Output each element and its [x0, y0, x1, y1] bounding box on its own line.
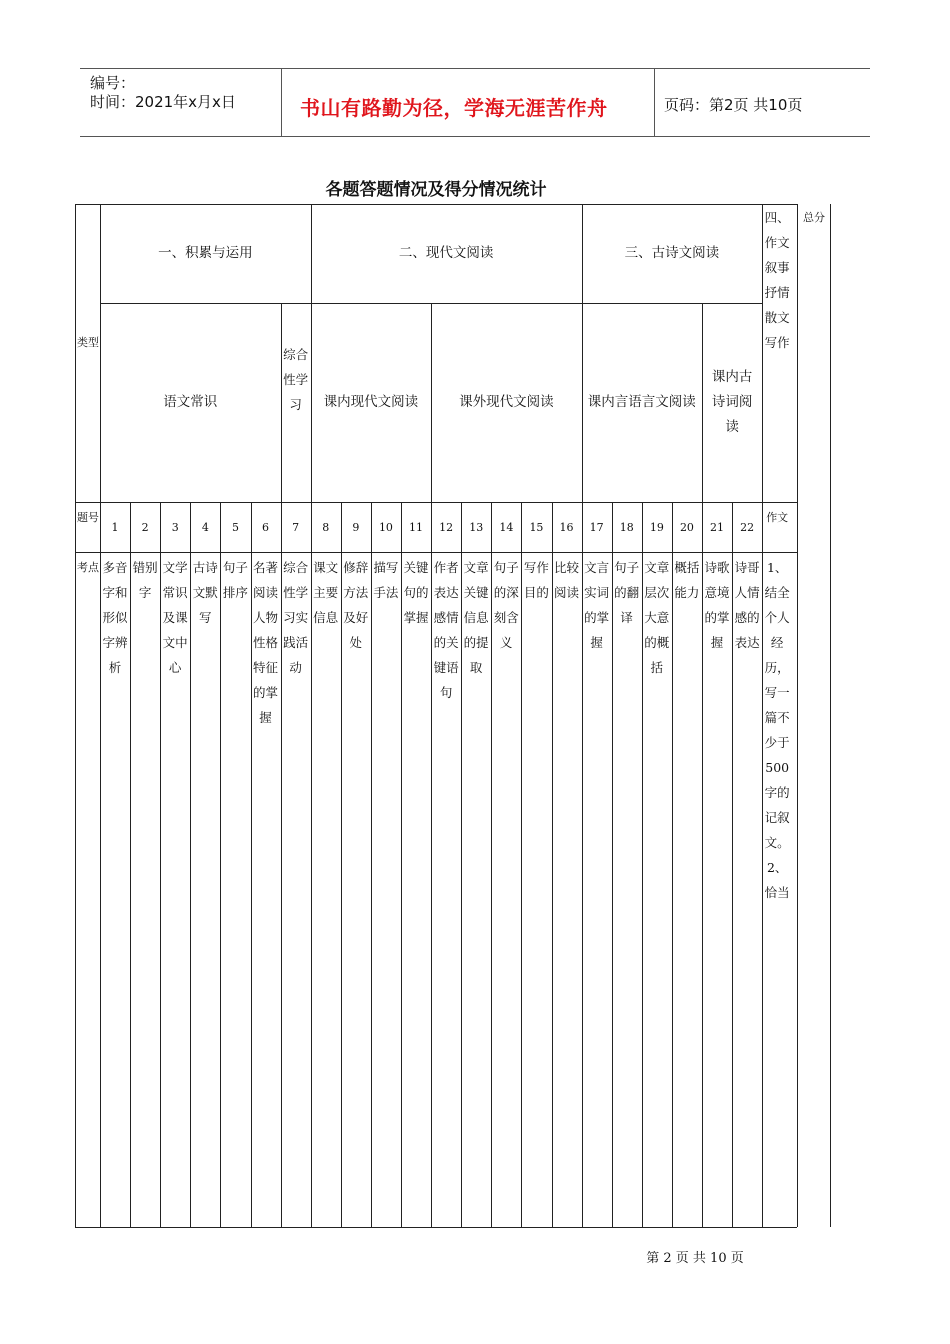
exam-point: 错别字	[132, 560, 158, 600]
question-number: 15	[529, 520, 544, 534]
exam-point: 课文主要信息	[313, 560, 339, 625]
question-number: 2	[141, 520, 149, 534]
subsection-in-class-poetry: 课内古诗词阅读	[711, 369, 753, 435]
exam-point: 文学常识及课文中心	[162, 560, 188, 675]
question-number: 20	[679, 520, 694, 534]
question-column-rule	[521, 502, 522, 1227]
subsection-in-class-classical: 课内言语言文阅读	[587, 394, 696, 410]
question-column-rule	[672, 502, 673, 1227]
exam-point: 关键句的掌握	[403, 560, 429, 625]
question-column-rule	[220, 502, 221, 1227]
question-number: 8	[322, 520, 330, 534]
total-score-header: 总分	[803, 211, 825, 224]
question-number: 7	[292, 520, 300, 534]
subsection-chinese-knowledge: 语文常识	[163, 394, 218, 410]
question-number: 13	[469, 520, 484, 534]
subsection-extracurricular-modern: 课外现代文阅读	[459, 394, 554, 410]
section-header-2: 二、现代文阅读	[398, 245, 494, 261]
section-divider	[582, 204, 583, 1227]
table-left-rule	[75, 204, 76, 1227]
exam-point: 句子排序	[222, 560, 248, 600]
question-number: 19	[649, 520, 664, 534]
exam-point: 名著阅读人物性格特征的掌握	[252, 560, 278, 725]
question-number: 16	[559, 520, 574, 534]
exam-point: 描写手法	[373, 560, 399, 600]
exam-point: 写作目的	[523, 560, 549, 600]
exam-point: 修辞方法及好处	[343, 560, 369, 650]
question-number: 21	[710, 520, 725, 534]
section-header-1: 一、积累与运用	[158, 245, 253, 261]
total-right-rule	[830, 204, 831, 1227]
subsection-divider	[281, 303, 282, 1227]
composition-right-rule	[797, 204, 798, 1227]
composition-header: 四、作文叙事抒情散文写作	[764, 210, 790, 350]
motto: 书山有路勤为径，学海无涯苦作舟	[300, 96, 608, 120]
question-number: 14	[499, 520, 514, 534]
page-title: 各题答题情况及得分情况统计	[325, 180, 547, 200]
subsection-in-class-modern: 课内现代文阅读	[323, 394, 419, 410]
question-number: 11	[409, 520, 424, 534]
exam-point: 多音字和形似字辨析	[102, 560, 128, 675]
exam-point: 古诗文默写	[192, 560, 218, 625]
subsection-comprehensive-study: 综合性学习	[283, 347, 309, 412]
question-column-rule	[371, 502, 372, 1227]
section-header-3: 三、古诗文阅读	[624, 245, 720, 261]
exam-point: 诗歌意境的掌握	[704, 560, 730, 650]
subsection-divider	[702, 303, 703, 1227]
serial-label: 编号：	[90, 74, 136, 92]
question-number: 9	[352, 520, 360, 534]
row-label-type: 类型	[77, 336, 99, 349]
number-row-rule	[75, 552, 797, 553]
row-label-question-number: 题号	[77, 511, 99, 524]
exam-point: 文章关键信息的提取	[463, 560, 489, 675]
exam-point: 比较阅读	[553, 560, 579, 600]
question-number: 4	[201, 520, 209, 534]
exam-point: 诗哥人情感的表达	[734, 560, 760, 650]
exam-point: 综合性学习实践活动	[283, 560, 309, 675]
question-number: 3	[171, 520, 179, 534]
question-number: 5	[231, 520, 239, 534]
question-number: 18	[619, 520, 634, 534]
question-column-rule	[552, 502, 553, 1227]
question-number: 1	[111, 520, 119, 534]
page-footer: 第 2 页 共 10 页	[646, 1251, 744, 1266]
question-number: 17	[589, 520, 604, 534]
question-column-rule	[130, 502, 131, 1227]
composition-number-cell: 作文	[766, 511, 789, 524]
page-info: 页码：第2页 共10页	[664, 96, 803, 114]
time-label: 时间：2021年x月x日	[90, 93, 236, 111]
question-number: 10	[378, 520, 393, 534]
exam-point: 文言实词的掌握	[584, 560, 610, 650]
question-number: 22	[740, 520, 755, 534]
table-bottom-rule	[75, 1227, 797, 1228]
exam-point: 句子的深刻含义	[493, 560, 519, 650]
exam-point: 句子的翻译	[614, 560, 640, 625]
exam-point: 概括能力	[674, 560, 700, 600]
exam-point: 作者表达感情的关键语句	[433, 560, 459, 700]
row-label-exam-point: 考点	[77, 561, 99, 574]
question-number: 12	[439, 520, 454, 534]
question-number: 6	[262, 520, 270, 534]
exam-point: 文章层次大意的概括	[644, 560, 670, 675]
composition-exam-point: 1、结全个人经历，写一篇不少于500字的记叙文。2、恰当	[764, 560, 790, 900]
